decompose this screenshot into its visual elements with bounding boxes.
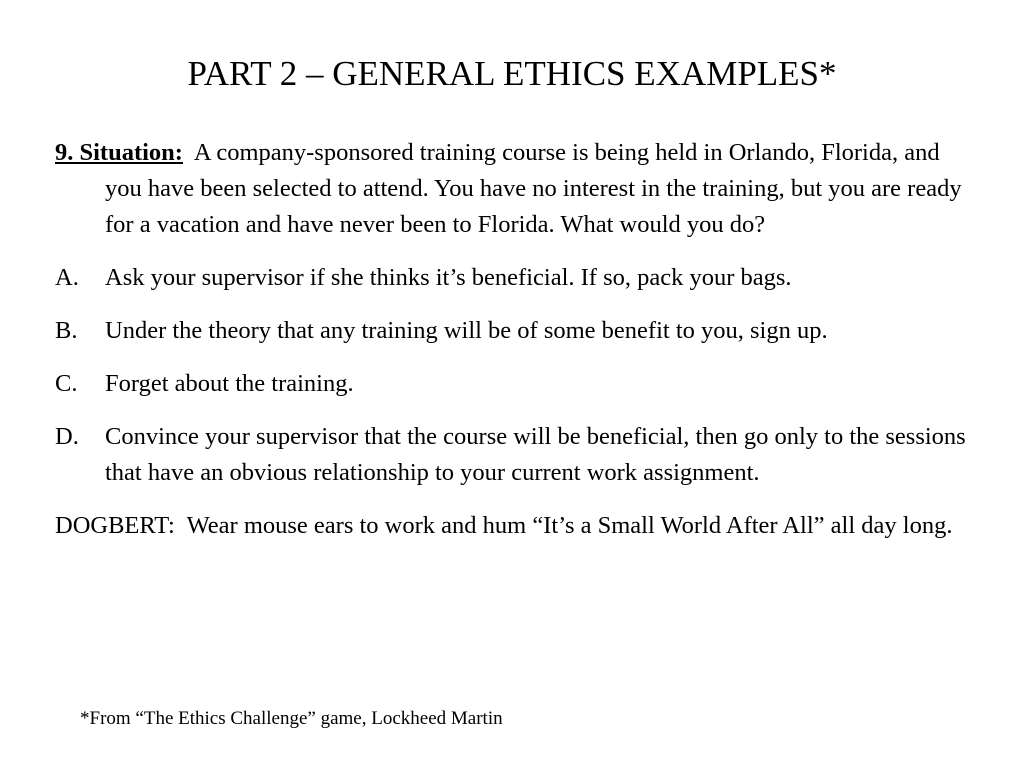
dogbert-text: Wear mouse ears to work and hum “It’s a Small World After All” all day long.	[186, 512, 953, 539]
option-text: Under the theory that any training will be of some benefit to you, sign up.	[105, 317, 828, 344]
option-d	[55, 419, 975, 491]
situation-paragraph	[55, 135, 975, 243]
situation-text: A company-sponsored training course is being held in Orlando, Florida, and you have been selected to attend. You have no interest in the training, but you are ready for a vacation and have never been to Florida. What would you do?	[105, 139, 962, 238]
option-letter: C.	[55, 370, 78, 397]
option-letter: A.	[55, 264, 79, 291]
option-letter: D.	[55, 423, 79, 450]
situation-label: 9. Situation:	[55, 139, 183, 166]
footnote: *From “The Ethics Challenge” game, Lockheed Martin	[80, 708, 503, 729]
option-text: Ask your supervisor if she thinks it’s beneficial. If so, pack your bags.	[105, 264, 792, 291]
option-c	[55, 366, 975, 402]
dogbert-paragraph	[55, 508, 975, 544]
option-b	[55, 313, 975, 349]
option-text: Forget about the training.	[105, 370, 354, 397]
slide-title: PART 2 – GENERAL ETHICS EXAMPLES*	[187, 54, 837, 93]
option-a	[55, 260, 975, 296]
option-letter: B.	[55, 317, 78, 344]
option-text: Convince your supervisor that the course will be beneficial, then go only to the sessions that have an obvious relationship to your current work assignment.	[105, 423, 966, 486]
dogbert-label: DOGBERT:	[55, 512, 175, 539]
slide-content	[55, 135, 975, 561]
